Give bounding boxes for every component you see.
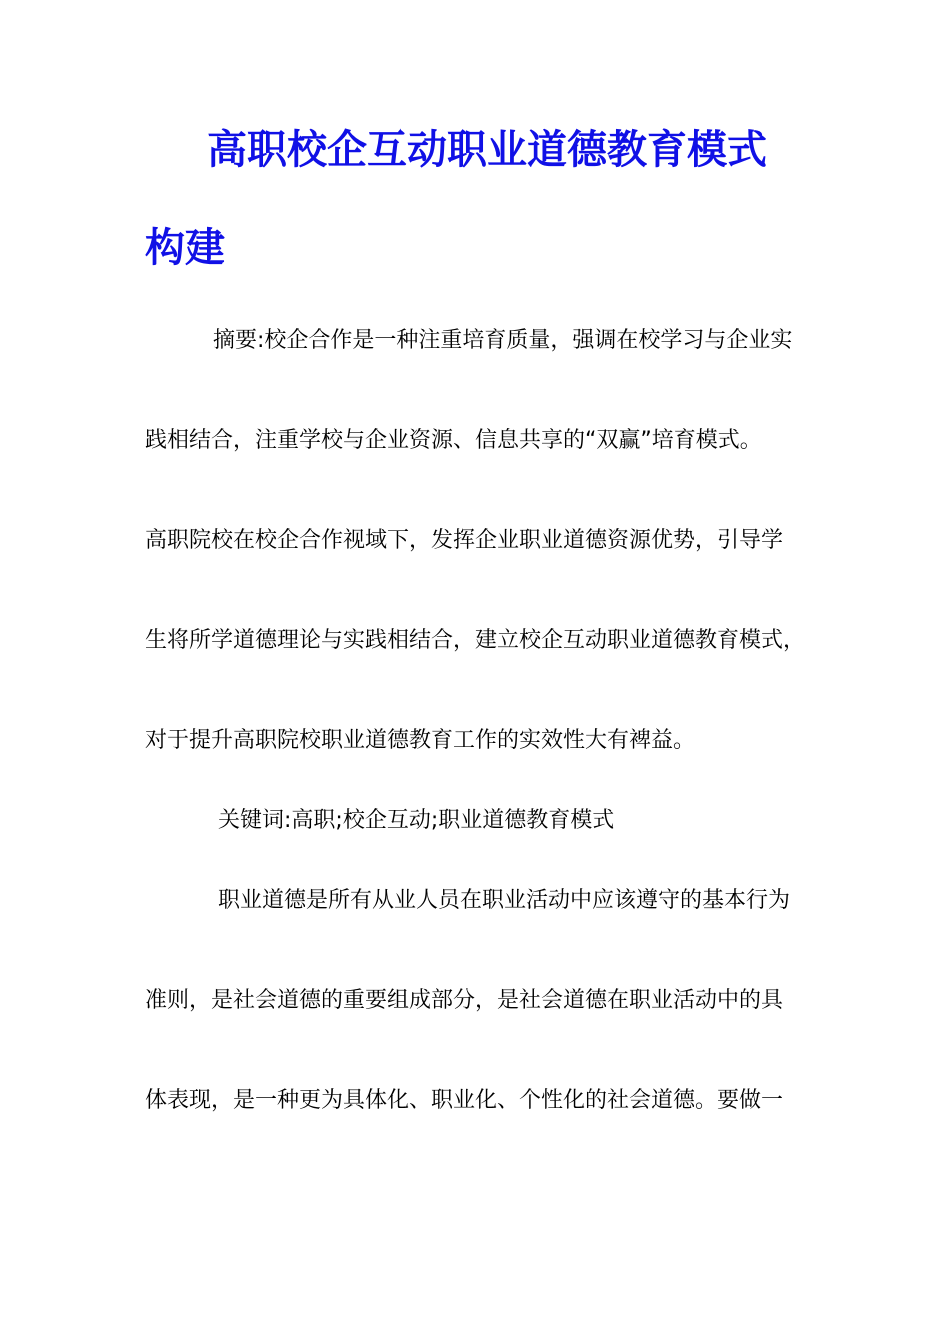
- document-title-line-2: 构建: [145, 224, 225, 271]
- document-title-line-1: 高职校企互动职业道德教育模式: [207, 126, 767, 173]
- abstract-line-3: 高职院校在校企合作视域下，发挥企业职业道德资源优势，引导学: [145, 528, 784, 553]
- keywords-line: 关键词:高职;校企互动;职业道德教育模式: [218, 808, 615, 833]
- abstract-line-2: 践相结合，注重学校与企业资源、信息共享的“双赢”培育模式。: [145, 428, 762, 453]
- body-line-3: 体表现，是一种更为具体化、职业化、个性化的社会道德。要做一: [145, 1088, 784, 1113]
- abstract-line-5: 对于提升高职院校职业道德教育工作的实效性大有裨益。: [145, 728, 696, 753]
- abstract-line-1: 摘要:校企合作是一种注重培育质量，强调在校学习与企业实: [213, 328, 793, 353]
- body-line-1: 职业道德是所有从业人员在职业活动中应该遵守的基本行为: [218, 888, 791, 913]
- body-line-2: 准则，是社会道德的重要组成部分，是社会道德在职业活动中的具: [145, 988, 784, 1013]
- abstract-line-4: 生将所学道德理论与实践相结合，建立校企互动职业道德教育模式，: [145, 628, 806, 653]
